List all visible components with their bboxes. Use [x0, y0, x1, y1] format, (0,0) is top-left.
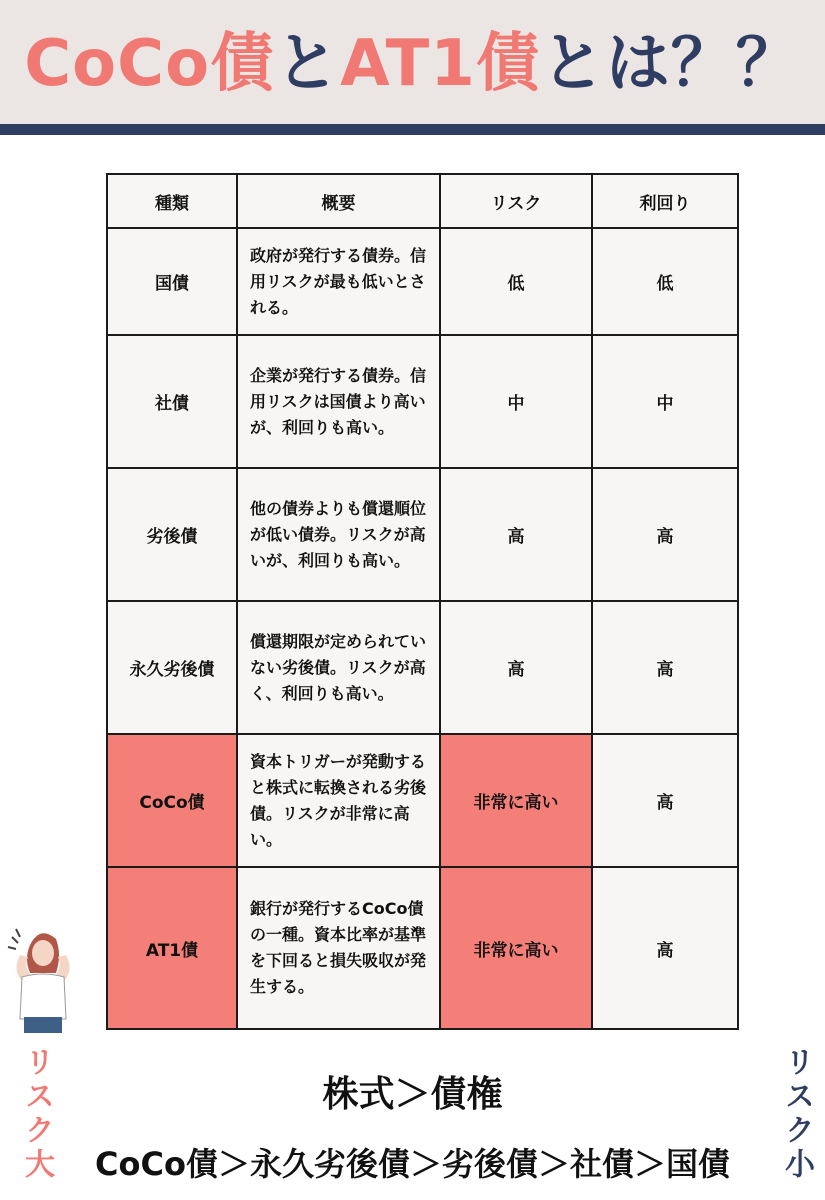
cell-risk: 中: [440, 335, 592, 468]
header-overview: 概要: [237, 174, 440, 228]
cell-type: 国債: [107, 228, 237, 335]
cell-desc: 資本トリガーが発動すると株式に転換される劣後債。リスクが非常に高い。: [237, 734, 440, 867]
title-at1: AT1債: [340, 27, 541, 101]
table-header-row: [107, 174, 738, 228]
summary-stock-vs-bond: 株式＞債権: [322, 1074, 503, 1115]
cell-risk: 高: [440, 601, 592, 734]
cell-desc: 企業が発行する債券。信用リスクは国債より高いが、利回りも高い。: [237, 335, 440, 468]
title-question: とは？？: [540, 27, 801, 101]
cell-risk: 非常に高い: [440, 734, 592, 867]
cell-yield: 高: [592, 867, 738, 1029]
cell-type: 永久劣後債: [107, 601, 237, 734]
cell-type: AT1債: [107, 867, 237, 1029]
page-title: [0, 18, 825, 110]
cell-type: 社債: [107, 335, 237, 468]
cell-risk: 高: [440, 468, 592, 601]
summary-risk-order: CoCo債＞永久劣後債＞劣後債＞社債＞国債: [95, 1145, 730, 1183]
cell-yield: 高: [592, 468, 738, 601]
bond-comparison-table: [106, 173, 739, 1030]
cell-desc: 他の債券よりも償還順位が低い債券。リスクが高いが、利回りも高い。: [237, 468, 440, 601]
cell-risk: 低: [440, 228, 592, 335]
cell-type: 劣後債: [107, 468, 237, 601]
title-coco: CoCo債: [24, 27, 276, 101]
cell-yield: 高: [592, 734, 738, 867]
stressed-woman-illustration: [0, 915, 86, 1035]
table-row: [107, 867, 738, 1029]
cell-risk: 非常に高い: [440, 867, 592, 1029]
header-yield: 利回り: [592, 174, 738, 228]
cell-yield: 中: [592, 335, 738, 468]
header-type: 種類: [107, 174, 237, 228]
cell-yield: 低: [592, 228, 738, 335]
header-risk: リスク: [440, 174, 592, 228]
cell-desc: 償還期限が定められていない劣後債。リスクが高く、利回りも高い。: [237, 601, 440, 734]
table-row: [107, 228, 738, 335]
table-row: [107, 734, 738, 867]
risk-low-label: リスク小: [779, 1046, 814, 1182]
table-row: [107, 335, 738, 468]
table-row: [107, 468, 738, 601]
cell-desc: 政府が発行する債券。信用リスクが最も低いとされる。: [237, 228, 440, 335]
cell-desc: 銀行が発行するCoCo債の一種。資本比率が基準を下回ると損失吸収が発生する。: [237, 867, 440, 1029]
risk-high-label: リスク大: [19, 1046, 54, 1182]
title-and-1: と: [275, 27, 341, 101]
table-row: [107, 601, 738, 734]
header-underline: [0, 124, 825, 135]
cell-yield: 高: [592, 601, 738, 734]
cell-type: CoCo債: [107, 734, 237, 867]
